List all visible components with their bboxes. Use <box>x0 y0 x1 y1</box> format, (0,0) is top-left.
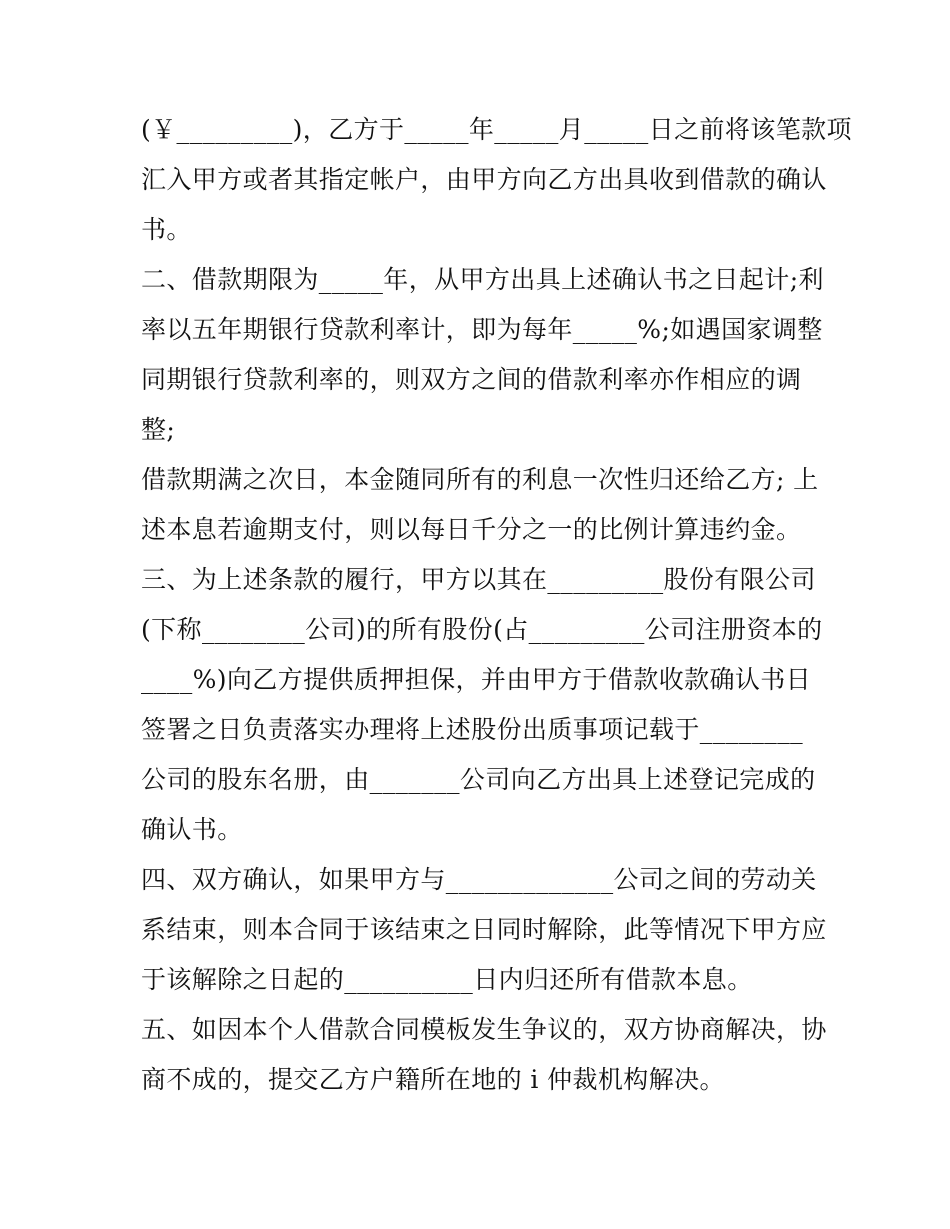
text-line: 确认书。 <box>141 815 243 844</box>
text-line: 借款期满之次日，本金随同所有的利息一次性归还给乙方; 上 <box>141 465 819 494</box>
text-line: 书。 <box>141 215 192 244</box>
text-line: 公司的股东名册，由_______公司向乙方出具上述登记完成的 <box>141 765 816 794</box>
text-line: ____%)向乙方提供质押担保，并由甲方于借款收款确认书日 <box>141 665 812 694</box>
contract-text <box>141 105 852 1105</box>
text-line: 同期银行贷款利率的，则双方之间的借款利率亦作相应的调 <box>141 365 802 394</box>
text-line: 五、如因本个人借款合同模板发生争议的，双方协商解决，协 <box>141 1015 827 1044</box>
text-line: 于该解除之日起的__________日内归还所有借款本息。 <box>141 965 753 994</box>
text-line: (￥_________)，乙方于_____年_____月_____日之前将该笔款项 <box>141 115 852 144</box>
text-line: 商不成的，提交乙方户籍所在地的 i 仲裁机构解决。 <box>141 1065 725 1094</box>
text-line: (下称________公司)的所有股份(占_________公司注册资本的 <box>141 615 823 644</box>
text-line: 整; <box>141 415 176 444</box>
text-line: 二、借款期限为_____年，从甲方出具上述确认书之日起计;利 <box>141 265 824 294</box>
text-line: 三、为上述条款的履行，甲方以其在_________股份有限公司 <box>141 565 816 594</box>
text-line: 述本息若逾期支付，则以每日千分之一的比例计算违约金。 <box>141 515 802 544</box>
text-line: 四、双方确认，如果甲方与_____________公司之间的劳动关 <box>141 865 817 894</box>
text-line: 签署之日负责落实办理将上述股份出质事项记载于________ <box>141 715 804 744</box>
text-line: 汇入甲方或者其指定帐户，由甲方向乙方出具收到借款的确认 <box>141 165 827 194</box>
text-line: 系结束，则本合同于该结束之日同时解除，此等情况下甲方应 <box>141 915 827 944</box>
text-line: 率以五年期银行贷款利率计，即为每年_____%;如遇国家调整 <box>141 315 823 344</box>
